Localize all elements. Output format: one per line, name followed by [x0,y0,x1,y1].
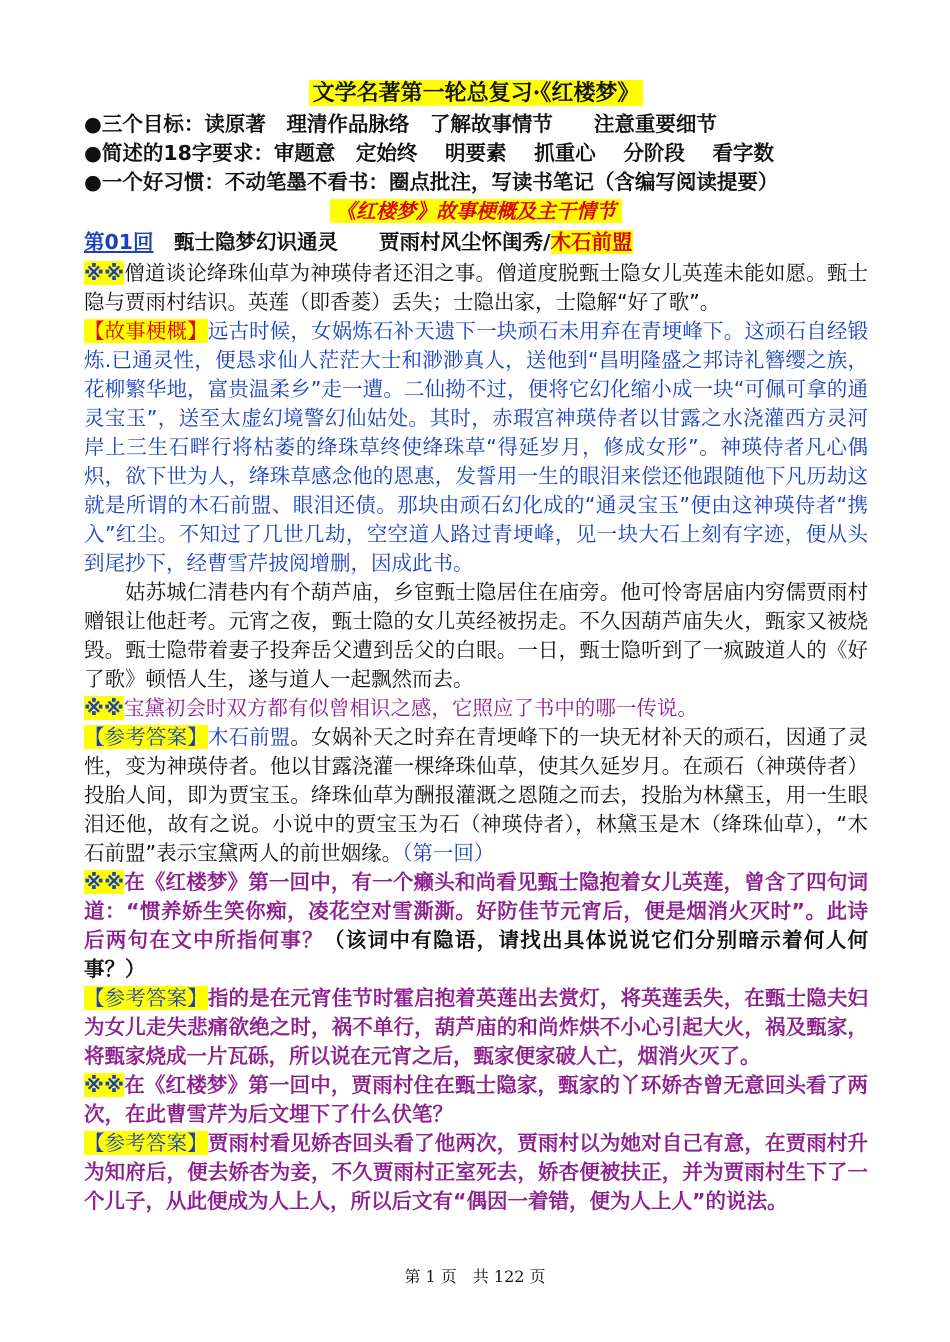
question-1 [84,694,868,723]
chapter-prefix: 第 [84,230,105,254]
goal-line-3: ●一个好习惯：不动笔墨不看书：圈点批注，写读书笔记（含编写阅读提要） [84,170,779,194]
goal-line-2: ●简述的18字要求：审题意 定始终 明要素 抓重心 分阶段 看字数 [84,141,774,165]
marker: ※※ [84,870,125,894]
page-title [84,78,868,108]
answer-2-text: 指的是在元宵佳节时霍启抱着英莲出去赏灯，将英莲丢失，在甄士隐夫妇为女儿走失悲痛欲绝之时，祸不单行，葫芦庙的和尚炸烘不小心引起大火，祸及甄家，将甄家烧成一片瓦砾，所以说在元宵之后，甄家便家破人亡，烟消火灭了。 [84,986,868,1068]
marker: ※※ [84,261,125,285]
question-3 [84,1071,868,1129]
goal-line-1: ●三个目标：读原著 理清作品脉络 了解故事情节 注意重要细节 [84,112,717,136]
story-paragraph-2: 姑苏城仁清巷内有个葫芦庙，乡宦甄士隐居住在庙旁。他可怜寄居庙内穷儒贾雨村赠银让他赶考。元宵之夜，甄士隐的女儿英经被拐走。不久因葫芦庙失火，甄家又被烧毁。甄士隐带着妻子投奔岳父遭到岳父的白眼。一日，甄士隐听到了一疯跛道人的《好了歌》顿悟人生，遂与道人一起飘然而去。 [84,580,868,691]
story-tag: 【故事梗概】 [84,319,208,343]
answer-3-text: 贾雨村看见娇杏回头看了他两次，贾雨村以为她对自己有意，在贾雨村升为知府后，便去娇杏为妾，不久贾雨村正室死去，娇杏便被扶正，并为贾雨村生下了一个儿子，从此便成为人上人，所以后文有“偶因一着错，便为人上人”的说法。 [84,1131,868,1213]
chapter-number-link[interactable] [84,230,154,254]
chapter-number: 01回 [104,230,154,254]
question-2-tail: （该词中有隐语，请找出具体说说它们分别暗示着何人何事？） [84,928,869,981]
answer-1-text: 。女娲补天之时弃在青埂峰下的一块无材补天的顽石，因通了灵性，变为神瑛侍者。他以甘露浇灌一棵绛珠仙草，使其久延岁月。在顽石（神瑛侍者）投胎人间，即为贾宝玉。绛珠仙草为酬报灌溉之恩随之而去，投胎为林黛玉，用一生眼泪还他，故有之说。小说中的贾宝玉为石（神瑛侍者），林黛玉是木（绛珠仙草），“木石前盟”表示宝黛两人的前世姻缘。 [84,725,869,865]
chapter-title: 甄士隐梦幻识通灵 贾雨村风尘怀闺秀/ [153,230,551,254]
story-paragraph-1 [84,317,868,578]
chapter-summary [84,259,868,317]
marker: ※※ [84,696,124,720]
answer-1-lead: 木石前盟 [207,725,291,749]
answer-3 [84,1129,868,1216]
answer-1 [84,723,868,868]
answer-1-tail: （第一回） [402,841,495,865]
story-text-1: 远古时候，女娲炼石补天遗下一块顽石未用弃在青埂峰下。这顽石自经锻炼.已通灵性，便恳求仙人茫茫大士和渺渺真人，送他到“昌明隆盛之邦诗礼簪缨之族，花柳繁华地，富贵温柔乡”走一遭。二仙拗不过，便将它幻化缩小成一块“可佩可拿的通灵宝玉”，送至太虚幻境警幻仙姑处。其时，赤瑕宫神瑛侍者以甘露之水浇灌西方灵河岸上三生石畔行将枯萎的绛珠草终使绛珠草“得延岁月，修成女形”。神瑛侍者凡心偶炽，欲下世为人，绛珠草感念他的恩惠，发誓用一生的眼泪来偿还他跟随他下凡历劫这就是所谓的木石前盟、眼泪还债。那块由顽石幻化成的“通灵宝玉”便由这神瑛侍者“携入”红尘。不知过了几世几劫，空空道人路过青埂峰，见一块大石上刻有字迹，便从头到尾抄下，经曹雪芹披阅增删，因成此书。 [84,319,868,575]
chapter-heading [84,225,868,259]
answer-tag: 【参考答案】 [84,986,208,1010]
document-page [84,78,868,1216]
summary-text: 僧道谈论绛珠仙草为神瑛侍者还泪之事。僧道度脱甄士隐女儿英莲未能如愿。甄士隐与贾雨村结识。英莲（即香菱）丢失；士隐出家，士隐解“好了歌”。 [84,261,869,314]
chapter-highlight: 木石前盟 [550,230,633,254]
question-2-text: 在《红楼梦》第一回中，有一个癞头和尚看见甄士隐抱着女儿英莲，曾含了四句词道：“惯养娇生笑你痴，凌花空对雪澌澌。好防佳节元宵后，便是烟消火灭时”。此诗后两句在文中所指何事？ [84,870,869,952]
page-title-text: 文学名著第一轮总复习·《红楼梦》 [309,80,644,106]
marker: ※※ [84,1073,125,1097]
question-2 [84,868,868,984]
section-subtitle [84,197,868,225]
answer-tag: 【参考答案】 [84,1131,208,1155]
page-footer: 第 1 页 共 122 页 [404,1267,546,1286]
answer-tag: 【参考答案】 [84,725,208,749]
answer-2 [84,984,868,1071]
question-3-text: 在《红楼梦》第一回中，贾雨村住在甄士隐家，甄家的丫环娇杏曾无意回头看了两次，在此曹雪芹为后文埋下了什么伏笔？ [84,1073,869,1126]
question-1-text: 宝黛初会时双方都有似曾相识之感，它照应了书中的哪一传说。 [123,696,698,720]
section-subtitle-text: 《红楼梦》故事梗概及主干情节 [330,199,622,223]
